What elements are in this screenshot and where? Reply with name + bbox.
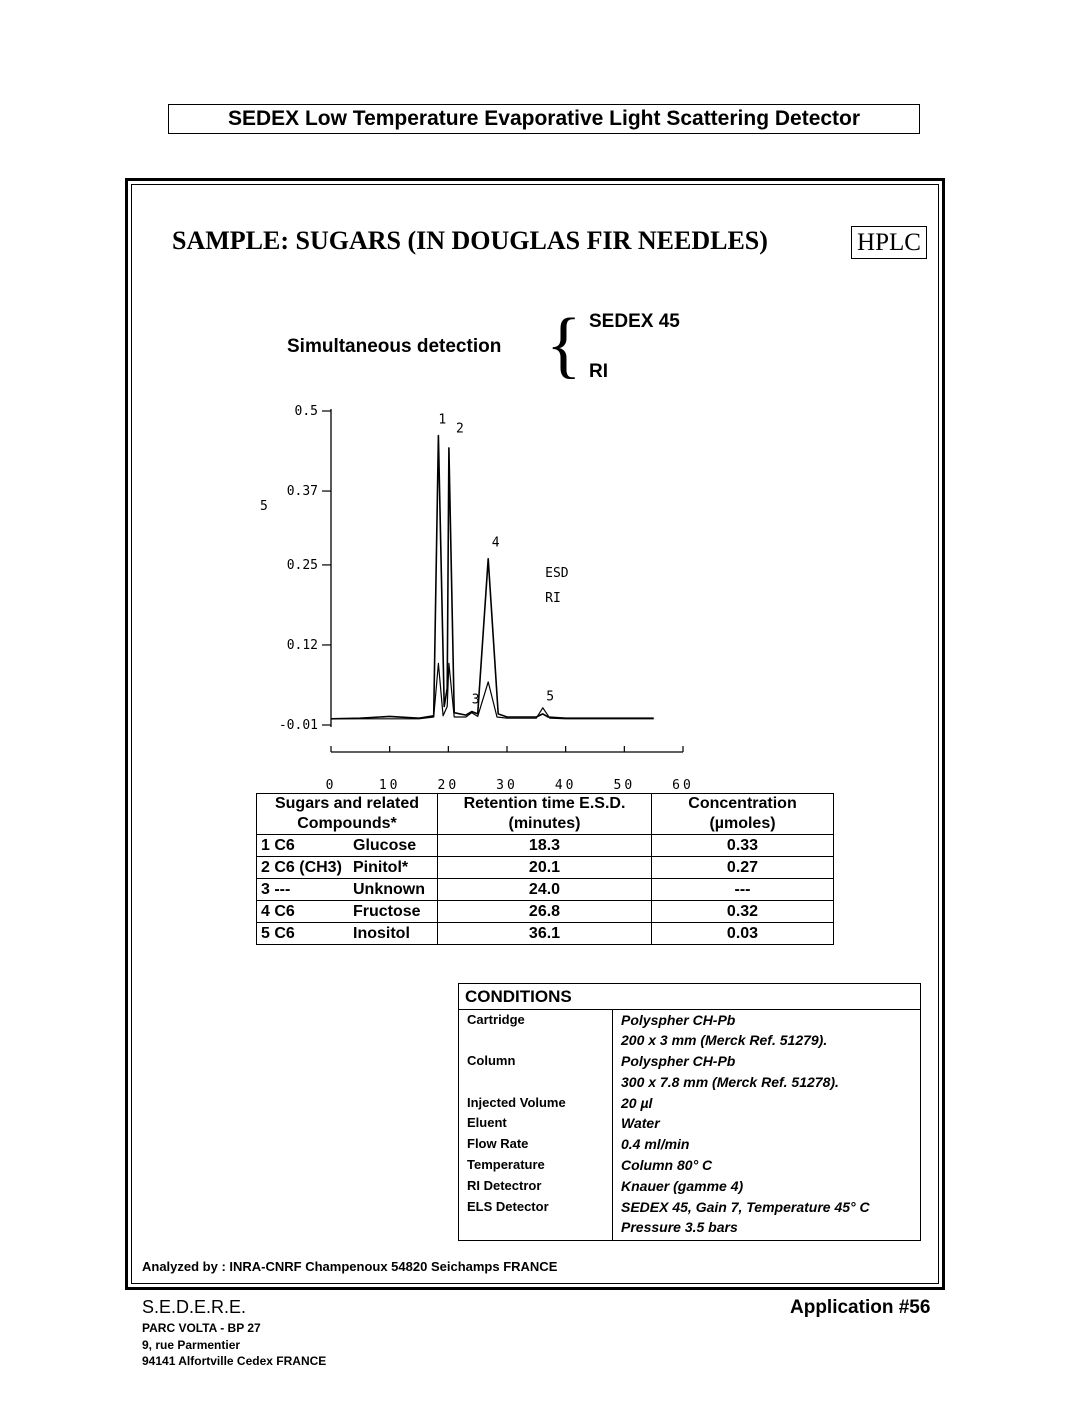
x-tick-label: 60 (672, 778, 694, 793)
compound-cell (257, 835, 438, 857)
condition-value-injected-volume: 20 µl (621, 1095, 653, 1111)
retention-time-cell: 18.3 (438, 835, 652, 857)
chart-annotation: 3 (471, 692, 480, 708)
chart-annotation: 4 (491, 535, 500, 551)
compound-name: Unknown (353, 880, 425, 898)
sample-title: SAMPLE: SUGARS (IN DOUGLAS FIR NEEDLES) (172, 226, 768, 255)
table-row (257, 835, 834, 857)
condition-label-ri-detector: RI Detectror (467, 1178, 542, 1193)
sugars-table (256, 793, 834, 945)
concentration-cell: 0.33 (652, 835, 834, 857)
detector-ri: RI (589, 361, 608, 382)
retention-time-cell: 20.1 (438, 857, 652, 879)
compound-number: 4 C6 (261, 902, 295, 920)
x-tick-label: 50 (613, 778, 636, 793)
compound-name: Glucose (353, 836, 417, 854)
x-tick-label: 20 (437, 778, 460, 793)
compound-number: 5 C6 (261, 924, 295, 942)
condition-label-injected-volume: Injected Volume (467, 1095, 566, 1110)
x-tick-label: 10 (378, 778, 401, 793)
condition-label-flow-rate: Flow Rate (467, 1136, 529, 1151)
condition-value-cartridge-1: Polyspher CH-Pb (621, 1012, 736, 1028)
compound-name: Fructose (353, 902, 421, 920)
chart-annotation: 1 (438, 412, 447, 428)
detection-brace: { (546, 304, 582, 386)
compound-cell (257, 923, 438, 945)
condition-value-eluent: Water (621, 1115, 660, 1131)
table-row (257, 857, 834, 879)
table-row (257, 923, 834, 945)
address-line-2: 9, rue Parmentier (142, 1338, 241, 1352)
method-badge: HPLC (851, 226, 927, 259)
condition-value-ri-detector: Knauer (gamme 4) (621, 1178, 744, 1194)
condition-value-flow-rate: 0.4 ml/min (621, 1136, 690, 1152)
column-header-concentration-line1: Concentration (688, 795, 797, 812)
analyzed-by: Analyzed by : INRA-CNRF Champenoux 54820 Seichamps FRANCE (142, 1259, 558, 1274)
condition-value-els-detector-1: SEDEX 45, Gain 7, Temperature 45° C (621, 1199, 870, 1215)
condition-label-cartridge: Cartridge (467, 1012, 525, 1027)
concentration-cell: --- (652, 879, 834, 901)
y-side-label: 5 (260, 499, 268, 514)
chart-annotation: ESD (545, 566, 569, 582)
column-header-concentration (652, 794, 834, 835)
detection-label: Simultaneous detection (287, 336, 502, 357)
table-row (257, 901, 834, 923)
application-number: Application #56 (790, 1297, 931, 1318)
address-line-3: 94141 Alfortville Cedex FRANCE (142, 1354, 327, 1368)
detector-sedex: SEDEX 45 (589, 311, 680, 332)
condition-value-cartridge-2: 200 x 3 mm (Merck Ref. 51279). (621, 1032, 828, 1048)
conditions-divider (612, 1010, 613, 1240)
compound-cell (257, 857, 438, 879)
chart-annotation: 2 (455, 421, 464, 437)
address-line-1: PARC VOLTA - BP 27 (142, 1321, 261, 1335)
compound-number: 1 C6 (261, 836, 295, 854)
compound-number: 2 C6 (CH3) (261, 858, 342, 876)
condition-value-temperature: Column 80° C (621, 1157, 713, 1173)
y-tick-label: 0.5 (294, 404, 318, 419)
condition-label-eluent: Eluent (467, 1115, 507, 1130)
x-tick-label: 40 (554, 778, 577, 793)
y-tick-label: 0.37 (286, 484, 318, 500)
column-header-concentration-line2: (µmoles) (709, 815, 776, 832)
column-header-retention (438, 794, 652, 835)
compound-cell (257, 901, 438, 923)
condition-value-column-1: Polyspher CH-Pb (621, 1053, 736, 1069)
condition-label-els-detector: ELS Detector (467, 1199, 549, 1214)
condition-value-els-detector-2: Pressure 3.5 bars (621, 1219, 738, 1235)
concentration-cell: 0.27 (652, 857, 834, 879)
table-header-row (257, 794, 834, 835)
retention-time-cell: 26.8 (438, 901, 652, 923)
column-header-compounds-line2: Compounds* (297, 815, 397, 832)
compound-number: 3 --- (261, 880, 291, 898)
column-header-compounds-line1: Sugars and related (274, 795, 420, 812)
y-tick-label: 0.25 (286, 557, 318, 573)
conditions-panel (458, 983, 921, 1241)
chromatogram-chart (240, 395, 710, 793)
compound-cell (257, 879, 438, 901)
chart-annotation: 5 (546, 689, 555, 705)
column-header-retention-line2: (minutes) (508, 815, 581, 832)
series-line-esd (331, 436, 654, 719)
compound-name: Inositol (353, 924, 410, 942)
x-tick-label: 30 (496, 778, 518, 793)
column-header-retention-line1: Retention time E.S.D. (463, 795, 626, 812)
y-tick-label: -0.01 (278, 718, 318, 733)
y-tick-label: 0.12 (286, 637, 318, 653)
chart-annotation: RI (545, 590, 561, 606)
concentration-cell: 0.03 (652, 923, 834, 945)
x-tick-label: 0 (325, 778, 337, 793)
column-header-compounds (257, 794, 438, 835)
compound-name: Pinitol* (353, 858, 409, 876)
retention-time-cell: 24.0 (438, 879, 652, 901)
condition-label-temperature: Temperature (467, 1157, 545, 1172)
company-name: S.E.D.E.R.E. (142, 1297, 247, 1317)
retention-time-cell: 36.1 (438, 923, 652, 945)
document-header-title: SEDEX Low Temperature Evaporative Light Scattering Detector (168, 104, 920, 134)
condition-value-column-2: 300 x 7.8 mm (Merck Ref. 51278). (621, 1074, 839, 1090)
table-row (257, 879, 834, 901)
series-line-ri (331, 663, 654, 718)
conditions-title: CONDITIONS (459, 984, 920, 1010)
concentration-cell: 0.32 (652, 901, 834, 923)
condition-label-column: Column (467, 1053, 516, 1068)
